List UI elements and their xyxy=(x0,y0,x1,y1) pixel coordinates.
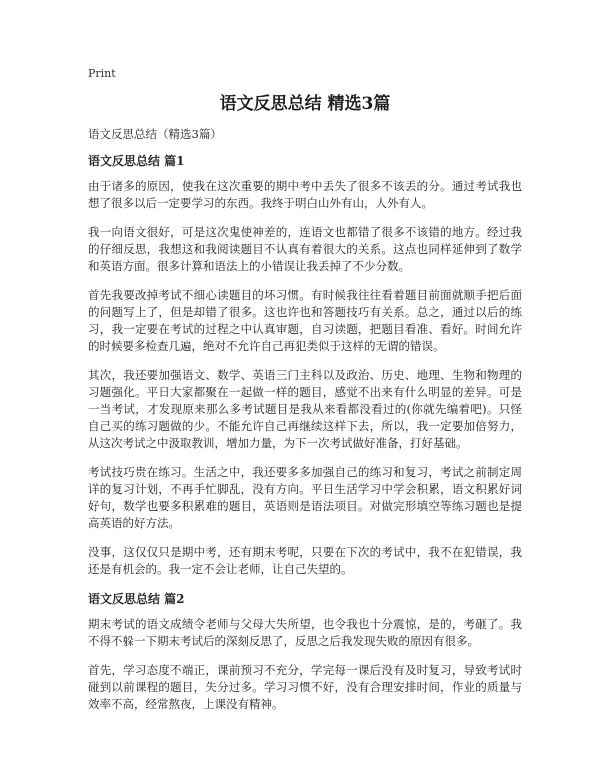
document-subtitle: 语文反思总结（精选3篇） xyxy=(88,127,222,141)
paragraph: 我一向语文很好，可是这次鬼使神差的，连语文也都错了很多不该错的地方。经过我的仔细反思，我想这和我阅读题目不认真有着很大的关系。这点也同样延伸到了数学和英语方面。很多计算和语法上的小错误让我丢掉了不少分数。 xyxy=(88,225,522,273)
paragraph: 首先，学习态度不端正，课前预习不充分，学完每一课后没有及时复习，导致考试时碰到以前课程的题目，失分过多。学习习惯不好，没有合理安排时间，作业的质量与效率不高，经常熬夜，上课没有精神。 xyxy=(88,663,522,711)
paragraph: 期末考试的语文成绩令老师与父母大失所望，也令我也十分震惊，是的，考砸了。我不得不躲一下期末考试后的深刻反思了，反思之后我发现失败的原因有很多。 xyxy=(88,617,522,648)
paragraph: 考试技巧贵在练习。生活之中，我还要多多加强自己的练习和复习，考试之前制定周详的复习计划，不再手忙脚乱，没有方向。平日生活学习中学会积累，语文积累好词好句，数学也要多积累难的题目，英语则是语法项目。对做完形填空等练习题也是提高英语的好方法。 xyxy=(88,465,522,530)
section-2 xyxy=(88,590,522,713)
section-heading: 语文反思总结 篇2 xyxy=(88,592,185,606)
paragraph: 首先我要改掉考试不细心读题目的坏习惯。有时候我往往看着题目前面就顺手把后面的问题写上了，但是却错了很多。这也许也和答题技巧有关系。总之，通过以后的练习，我一定要在考试的过程之中认真审题，自习读题，把题目看准、看好。时间允许的时候要多检查几遍，绝对不允许自己再犯类似于这样的无谓的错误。 xyxy=(88,288,522,353)
section-1 xyxy=(88,152,522,578)
print-label: Print xyxy=(88,67,116,80)
document-title: 语文反思总结 精选3篇 xyxy=(219,94,391,114)
paragraph: 由于诸多的原因，使我在这次重要的期中考中丢失了很多不该丢的分。通过考试我也想了很多以后一定要学习的东西。我终于明白山外有山，人外有人。 xyxy=(88,179,522,210)
paragraph: 其次，我还要加强语文、数学、英语三门主科以及政治、历史、地理、生物和物理的习题强化。平日大家都聚在一起做一样的题目，感觉不出来有什么明显的差异。可是一当考试，才发现原来那么多考试题目是我从来看都没看过的(你就先编着吧)。只怪自己买的练习题做的少。不能允许自己再继续这样下去，所以，我一定要加倍努力，从这次考试之中汲取教训，增加力量，为下一次考试做好准备，打好基础。 xyxy=(88,368,522,450)
paragraph: 没事，这仅仅只是期中考，还有期末考呢，只要在下次的考试中，我不在犯错误，我还是有机会的。我一定不会让老师，让自己失望的。 xyxy=(88,545,522,576)
section-heading: 语文反思总结 篇1 xyxy=(88,154,185,168)
document-page xyxy=(88,66,522,725)
